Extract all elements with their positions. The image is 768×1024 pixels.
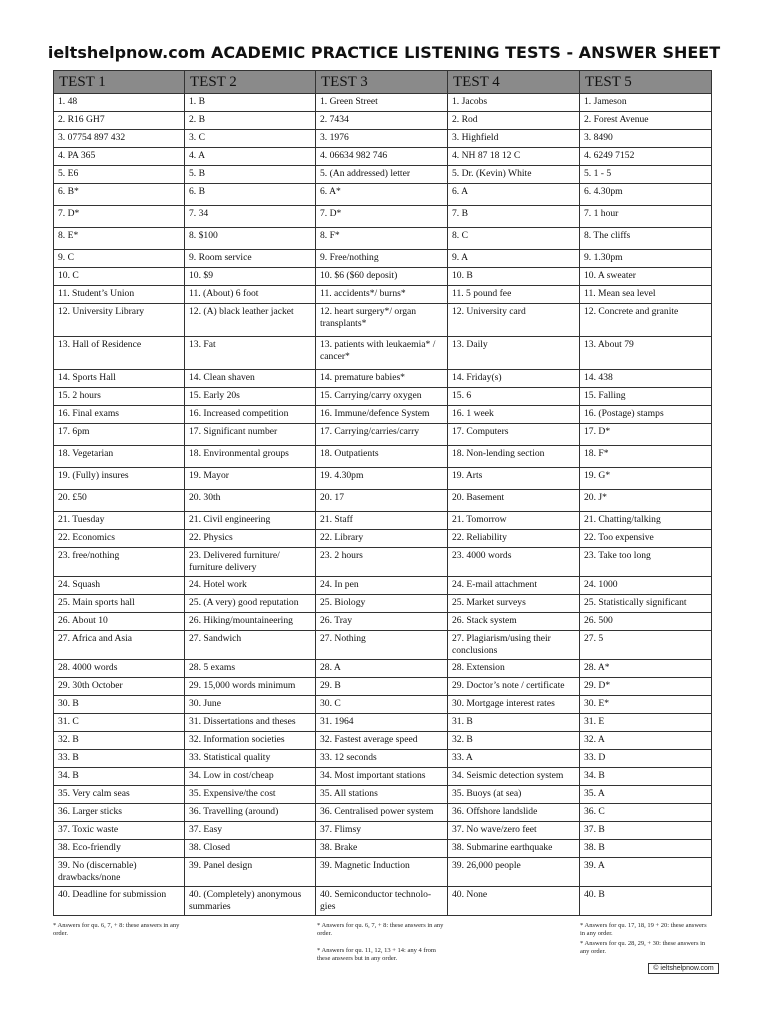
table-row <box>54 112 712 130</box>
answer-cell-test-3: 4. 06634 982 746 <box>316 148 448 166</box>
table-row <box>54 786 712 804</box>
answer-cell-test-2: 14. Clean shaven <box>185 370 316 388</box>
answer-cell-test-1: 35. Very calm seas <box>54 786 185 804</box>
table-row <box>54 714 712 732</box>
table-row <box>54 678 712 696</box>
answer-cell-test-4: 17. Computers <box>448 424 580 446</box>
answer-cell-test-4: 12. University card <box>448 304 580 337</box>
answer-cell-test-4: 3. Highfield <box>448 130 580 148</box>
answer-cell-test-5: 15. Falling <box>580 388 712 406</box>
answer-cell-test-4: 29. Doctor’s note / certificate <box>448 678 580 696</box>
answer-cell-test-1: 16. Final exams <box>54 406 185 424</box>
answer-cell-test-3: 26. Tray <box>316 613 448 631</box>
answer-cell-test-5: 7. 1 hour <box>580 206 712 228</box>
answer-cell-test-1: 38. Eco-friendly <box>54 840 185 858</box>
answer-cell-test-3: 12. heart surgery*/ organ transplants* <box>316 304 448 337</box>
answer-cell-test-3: 18. Outpatients <box>316 446 448 468</box>
answer-cell-test-4: 4. NH 87 18 12 C <box>448 148 580 166</box>
answer-cell-test-4: 21. Tomorrow <box>448 512 580 530</box>
answer-cell-test-5: 16. (Postage) stamps <box>580 406 712 424</box>
answer-cell-test-2: 22. Physics <box>185 530 316 548</box>
answer-cell-test-4: 15. 6 <box>448 388 580 406</box>
answer-cell-test-2: 12. (A) black leather jacket <box>185 304 316 337</box>
answer-cell-test-3: 5. (An addressed) letter <box>316 166 448 184</box>
answer-cell-test-1: 32. B <box>54 732 185 750</box>
table-row <box>54 388 712 406</box>
table-row <box>54 206 712 228</box>
answer-cell-test-2: 30. June <box>185 696 316 714</box>
column-header-test-4: TEST 4 <box>448 71 580 94</box>
answer-cell-test-4: 26. Stack system <box>448 613 580 631</box>
answer-cell-test-1: 8. E* <box>54 228 185 250</box>
table-row <box>54 768 712 786</box>
answer-cell-test-3: 2. 7434 <box>316 112 448 130</box>
answer-cell-test-4: 25. Market surveys <box>448 595 580 613</box>
table-row <box>54 304 712 337</box>
answer-cell-test-3: 22. Library <box>316 530 448 548</box>
table-row <box>54 512 712 530</box>
answer-cell-test-4: 23. 4000 words <box>448 548 580 577</box>
answer-cell-test-3: 6. A* <box>316 184 448 206</box>
answer-cell-test-3: 28. A <box>316 660 448 678</box>
answer-cell-test-5: 12. Concrete and granite <box>580 304 712 337</box>
table-row <box>54 370 712 388</box>
answer-cell-test-5: 11. Mean sea level <box>580 286 712 304</box>
table-row <box>54 228 712 250</box>
answer-cell-test-2: 31. Dissertations and theses <box>185 714 316 732</box>
answer-cell-test-3: 10. $6 ($60 deposit) <box>316 268 448 286</box>
answer-cell-test-4: 39. 26,000 people <box>448 858 580 887</box>
answer-cell-test-2: 13. Fat <box>185 337 316 370</box>
column-header-test-3: TEST 3 <box>316 71 448 94</box>
answer-cell-test-2: 24. Hotel work <box>185 577 316 595</box>
answer-cell-test-1: 18. Vegetarian <box>54 446 185 468</box>
answer-cell-test-3: 17. Carrying/carries/carry <box>316 424 448 446</box>
answer-cell-test-5: 38. B <box>580 840 712 858</box>
answer-cell-test-3: 27. Nothing <box>316 631 448 660</box>
answer-cell-test-2: 27. Sandwich <box>185 631 316 660</box>
answer-cell-test-5: 21. Chatting/talking <box>580 512 712 530</box>
answer-cell-test-1: 29. 30th October <box>54 678 185 696</box>
answer-cell-test-5: 36. C <box>580 804 712 822</box>
answer-cell-test-3: 15. Carrying/carry oxygen <box>316 388 448 406</box>
answer-cell-test-3: 8. F* <box>316 228 448 250</box>
footnote-test-3-a: * Answers for qu. 6, 7, + 8: these answers in any order. <box>317 922 444 937</box>
answer-cell-test-2: 3. C <box>185 130 316 148</box>
answer-cell-test-1: 2. R16 GH7 <box>54 112 185 130</box>
answer-cell-test-5: 39. A <box>580 858 712 887</box>
answer-cell-test-5: 19. G* <box>580 468 712 490</box>
answer-cell-test-1: 13. Hall of Residence <box>54 337 185 370</box>
answer-cell-test-2: 8. $100 <box>185 228 316 250</box>
answer-cell-test-3: 34. Most important stations <box>316 768 448 786</box>
answer-cell-test-5: 27. 5 <box>580 631 712 660</box>
table-row <box>54 94 712 112</box>
column-header-test-5: TEST 5 <box>580 71 712 94</box>
answer-cell-test-1: 9. C <box>54 250 185 268</box>
answer-cell-test-4: 8. C <box>448 228 580 250</box>
answer-cell-test-2: 35. Expensive/the cost <box>185 786 316 804</box>
answer-cell-test-1: 25. Main sports hall <box>54 595 185 613</box>
answer-cell-test-2: 36. Travelling (around) <box>185 804 316 822</box>
answer-cell-test-4: 19. Arts <box>448 468 580 490</box>
answer-cell-test-5: 6. 4.30pm <box>580 184 712 206</box>
answer-cell-test-3: 40. Semiconductor technolo-gies <box>316 887 448 916</box>
answer-cell-test-4: 28. Extension <box>448 660 580 678</box>
footnote-test-3-b: * Answers for qu. 11, 12, 13 + 14: any 4 from these answers but in any order. <box>317 947 436 962</box>
answer-cell-test-3: 24. In pen <box>316 577 448 595</box>
table-row <box>54 490 712 512</box>
answer-cell-test-5: 3. 8490 <box>580 130 712 148</box>
answer-cell-test-2: 23. Delivered furniture/ furniture delivery <box>185 548 316 577</box>
answer-cell-test-2: 25. (A very) good reputation <box>185 595 316 613</box>
answer-cell-test-1: 7. D* <box>54 206 185 228</box>
answer-cell-test-5: 33. D <box>580 750 712 768</box>
answer-cell-test-1: 24. Squash <box>54 577 185 595</box>
answer-cell-test-3: 38. Brake <box>316 840 448 858</box>
answer-cell-test-1: 22. Economics <box>54 530 185 548</box>
answer-cell-test-5: 10. A sweater <box>580 268 712 286</box>
table-row <box>54 184 712 206</box>
answer-cell-test-3: 25. Biology <box>316 595 448 613</box>
answer-cell-test-1: 19. (Fully) insures <box>54 468 185 490</box>
answer-cell-test-1: 15. 2 hours <box>54 388 185 406</box>
answer-cell-test-2: 28. 5 exams <box>185 660 316 678</box>
table-row <box>54 887 712 916</box>
answer-cell-test-4: 22. Reliability <box>448 530 580 548</box>
answer-cell-test-5: 22. Too expensive <box>580 530 712 548</box>
answer-cell-test-2: 40. (Completely) anonymous summaries <box>185 887 316 916</box>
answer-cell-test-1: 36. Larger sticks <box>54 804 185 822</box>
table-row <box>54 424 712 446</box>
answer-cell-test-5: 35. A <box>580 786 712 804</box>
answer-cell-test-4: 14. Friday(s) <box>448 370 580 388</box>
answer-cell-test-4: 13. Daily <box>448 337 580 370</box>
table-row <box>54 577 712 595</box>
answer-cell-test-2: 10. $9 <box>185 268 316 286</box>
answer-cell-test-3: 3. 1976 <box>316 130 448 148</box>
copyright-box: © ieltshelpnow.com <box>648 963 719 974</box>
answer-cell-test-1: 34. B <box>54 768 185 786</box>
answer-cell-test-4: 9. A <box>448 250 580 268</box>
answer-cell-test-2: 17. Significant number <box>185 424 316 446</box>
answer-cell-test-1: 40. Deadline for submission <box>54 887 185 916</box>
answer-cell-test-4: 36. Offshore landslide <box>448 804 580 822</box>
answer-cell-test-1: 39. No (discernable) drawbacks/none <box>54 858 185 887</box>
answer-cell-test-1: 14. Sports Hall <box>54 370 185 388</box>
answer-table <box>53 70 712 916</box>
answer-cell-test-2: 32. Information societies <box>185 732 316 750</box>
answer-cell-test-3: 14. premature babies* <box>316 370 448 388</box>
answer-cell-test-4: 10. B <box>448 268 580 286</box>
answer-cell-test-4: 27. Plagiarism/using their conclusions <box>448 631 580 660</box>
answer-cell-test-3: 37. Flimsy <box>316 822 448 840</box>
answer-cell-test-1: 12. University Library <box>54 304 185 337</box>
answer-cell-test-3: 32. Fastest average speed <box>316 732 448 750</box>
answer-cell-test-4: 37. No wave/zero feet <box>448 822 580 840</box>
answer-cell-test-1: 30. B <box>54 696 185 714</box>
answer-cell-test-4: 6. A <box>448 184 580 206</box>
answer-cell-test-3: 20. 17 <box>316 490 448 512</box>
answer-cell-test-4: 7. B <box>448 206 580 228</box>
answer-cell-test-3: 30. C <box>316 696 448 714</box>
column-header-test-1: TEST 1 <box>54 71 185 94</box>
answer-cell-test-2: 19. Mayor <box>185 468 316 490</box>
answer-cell-test-1: 28. 4000 words <box>54 660 185 678</box>
answer-cell-test-5: 34. B <box>580 768 712 786</box>
answer-cell-test-2: 34. Low in cost/cheap <box>185 768 316 786</box>
table-row <box>54 732 712 750</box>
answer-cell-test-2: 9. Room service <box>185 250 316 268</box>
answer-cell-test-5: 4. 6249 7152 <box>580 148 712 166</box>
answer-cell-test-3: 16. Immune/defence System <box>316 406 448 424</box>
answer-cell-test-5: 40. B <box>580 887 712 916</box>
answer-cell-test-1: 31. C <box>54 714 185 732</box>
answer-cell-test-2: 4. A <box>185 148 316 166</box>
answer-cell-test-2: 37. Easy <box>185 822 316 840</box>
answer-cell-test-3: 33. 12 seconds <box>316 750 448 768</box>
answer-cell-test-4: 34. Seismic detection system <box>448 768 580 786</box>
answer-cell-test-5: 30. E* <box>580 696 712 714</box>
answer-cell-test-1: 27. Africa and Asia <box>54 631 185 660</box>
answer-cell-test-3: 21. Staff <box>316 512 448 530</box>
answer-cell-test-2: 16. Increased competition <box>185 406 316 424</box>
answer-cell-test-2: 7. 34 <box>185 206 316 228</box>
answer-cell-test-2: 29. 15,000 words minimum <box>185 678 316 696</box>
answer-cell-test-2: 1. B <box>185 94 316 112</box>
table-row <box>54 268 712 286</box>
answer-cell-test-4: 32. B <box>448 732 580 750</box>
answer-cell-test-2: 2. B <box>185 112 316 130</box>
answer-cell-test-3: 23. 2 hours <box>316 548 448 577</box>
page-title: ieltshelpnow.com ACADEMIC PRACTICE LISTENING TESTS - ANSWER SHEET <box>47 43 721 62</box>
answer-cell-test-4: 18. Non-lending section <box>448 446 580 468</box>
answer-cell-test-1: 26. About 10 <box>54 613 185 631</box>
answer-cell-test-4: 16. 1 week <box>448 406 580 424</box>
table-row <box>54 840 712 858</box>
answer-cell-test-5: 24. 1000 <box>580 577 712 595</box>
table-row <box>54 130 712 148</box>
answer-cell-test-2: 39. Panel design <box>185 858 316 887</box>
answer-cell-test-5: 5. 1 - 5 <box>580 166 712 184</box>
answer-cell-test-1: 37. Toxic waste <box>54 822 185 840</box>
answer-cell-test-5: 13. About 79 <box>580 337 712 370</box>
answer-cell-test-1: 5. E6 <box>54 166 185 184</box>
answer-cell-test-1: 33. B <box>54 750 185 768</box>
answer-cell-test-2: 38. Closed <box>185 840 316 858</box>
answer-cell-test-1: 20. £50 <box>54 490 185 512</box>
answer-cell-test-5: 18. F* <box>580 446 712 468</box>
table-row <box>54 406 712 424</box>
header-row <box>54 71 712 94</box>
answer-cell-test-3: 9. Free/nothing <box>316 250 448 268</box>
answer-cell-test-1: 23. free/nothing <box>54 548 185 577</box>
answer-cell-test-5: 23. Take too long <box>580 548 712 577</box>
answer-cell-test-5: 9. 1.30pm <box>580 250 712 268</box>
footnote-test-1: * Answers for qu. 6, 7, + 8: these answers in any order. <box>53 922 180 937</box>
answer-table-body <box>54 94 712 916</box>
table-row <box>54 822 712 840</box>
answer-cell-test-3: 1. Green Street <box>316 94 448 112</box>
answer-cell-test-1: 6. B* <box>54 184 185 206</box>
table-row <box>54 286 712 304</box>
answer-cell-test-5: 25. Statistically significant <box>580 595 712 613</box>
answer-cell-test-5: 29. D* <box>580 678 712 696</box>
answer-cell-test-5: 2. Forest Avenue <box>580 112 712 130</box>
answer-cell-test-5: 37. B <box>580 822 712 840</box>
answer-cell-test-4: 31. B <box>448 714 580 732</box>
answer-cell-test-5: 8. The cliffs <box>580 228 712 250</box>
answer-cell-test-1: 10. C <box>54 268 185 286</box>
answer-cell-test-1: 1. 48 <box>54 94 185 112</box>
answer-cell-test-4: 24. E-mail attachment <box>448 577 580 595</box>
table-row <box>54 337 712 370</box>
table-row <box>54 750 712 768</box>
answer-cell-test-3: 11. accidents*/ burns* <box>316 286 448 304</box>
table-row <box>54 858 712 887</box>
answer-cell-test-2: 15. Early 20s <box>185 388 316 406</box>
table-row <box>54 446 712 468</box>
answer-cell-test-5: 28. A* <box>580 660 712 678</box>
answer-cell-test-4: 30. Mortgage interest rates <box>448 696 580 714</box>
table-row <box>54 660 712 678</box>
answer-cell-test-2: 20. 30th <box>185 490 316 512</box>
answer-cell-test-1: 11. Student’s Union <box>54 286 185 304</box>
column-header-test-2: TEST 2 <box>185 71 316 94</box>
answer-cell-test-2: 11. (About) 6 foot <box>185 286 316 304</box>
answer-cell-test-4: 2. Rod <box>448 112 580 130</box>
table-row <box>54 166 712 184</box>
table-row <box>54 696 712 714</box>
answer-cell-test-3: 31. 1964 <box>316 714 448 732</box>
table-row <box>54 804 712 822</box>
answer-cell-test-2: 5. B <box>185 166 316 184</box>
answer-cell-test-4: 35. Buoys (at sea) <box>448 786 580 804</box>
table-row <box>54 468 712 490</box>
answer-cell-test-3: 39. Magnetic Induction <box>316 858 448 887</box>
answer-cell-test-3: 19. 4.30pm <box>316 468 448 490</box>
answer-cell-test-1: 17. 6pm <box>54 424 185 446</box>
answer-cell-test-4: 38. Submarine earthquake <box>448 840 580 858</box>
answer-cell-test-3: 7. D* <box>316 206 448 228</box>
answer-cell-test-3: 13. patients with leukaemia* / cancer* <box>316 337 448 370</box>
answer-cell-test-5: 32. A <box>580 732 712 750</box>
answer-cell-test-4: 5. Dr. (Kevin) White <box>448 166 580 184</box>
answer-cell-test-3: 35. All stations <box>316 786 448 804</box>
table-row <box>54 613 712 631</box>
answer-cell-test-4: 1. Jacobs <box>448 94 580 112</box>
answer-cell-test-1: 21. Tuesday <box>54 512 185 530</box>
answer-cell-test-4: 20. Basement <box>448 490 580 512</box>
answer-cell-test-1: 3. 07754 897 432 <box>54 130 185 148</box>
answer-cell-test-2: 6. B <box>185 184 316 206</box>
answer-cell-test-2: 18. Environmental groups <box>185 446 316 468</box>
answer-cell-test-3: 36. Centralised power system <box>316 804 448 822</box>
answer-cell-test-1: 4. PA 365 <box>54 148 185 166</box>
answer-cell-test-5: 17. D* <box>580 424 712 446</box>
answer-cell-test-5: 31. E <box>580 714 712 732</box>
answer-cell-test-5: 1. Jameson <box>580 94 712 112</box>
answer-cell-test-3: 29. B <box>316 678 448 696</box>
answer-cell-test-5: 20. J* <box>580 490 712 512</box>
answer-cell-test-4: 33. A <box>448 750 580 768</box>
answer-cell-test-2: 21. Civil engineering <box>185 512 316 530</box>
footnote-test-5-a: * Answers for qu. 17, 18, 19 + 20: these answers in any order. <box>580 922 707 937</box>
table-row <box>54 250 712 268</box>
table-row <box>54 631 712 660</box>
answer-cell-test-4: 11. 5 pound fee <box>448 286 580 304</box>
footnote-test-5-b: * Answers for qu. 28, 29, + 30: these answers in any order. <box>580 940 706 955</box>
answer-cell-test-5: 14. 438 <box>580 370 712 388</box>
answer-cell-test-4: 40. None <box>448 887 580 916</box>
table-row <box>54 595 712 613</box>
table-row <box>54 530 712 548</box>
table-row <box>54 148 712 166</box>
table-row <box>54 548 712 577</box>
answer-cell-test-5: 26. 500 <box>580 613 712 631</box>
answer-cell-test-2: 33. Statistical quality <box>185 750 316 768</box>
answer-cell-test-2: 26. Hiking/mountaineering <box>185 613 316 631</box>
